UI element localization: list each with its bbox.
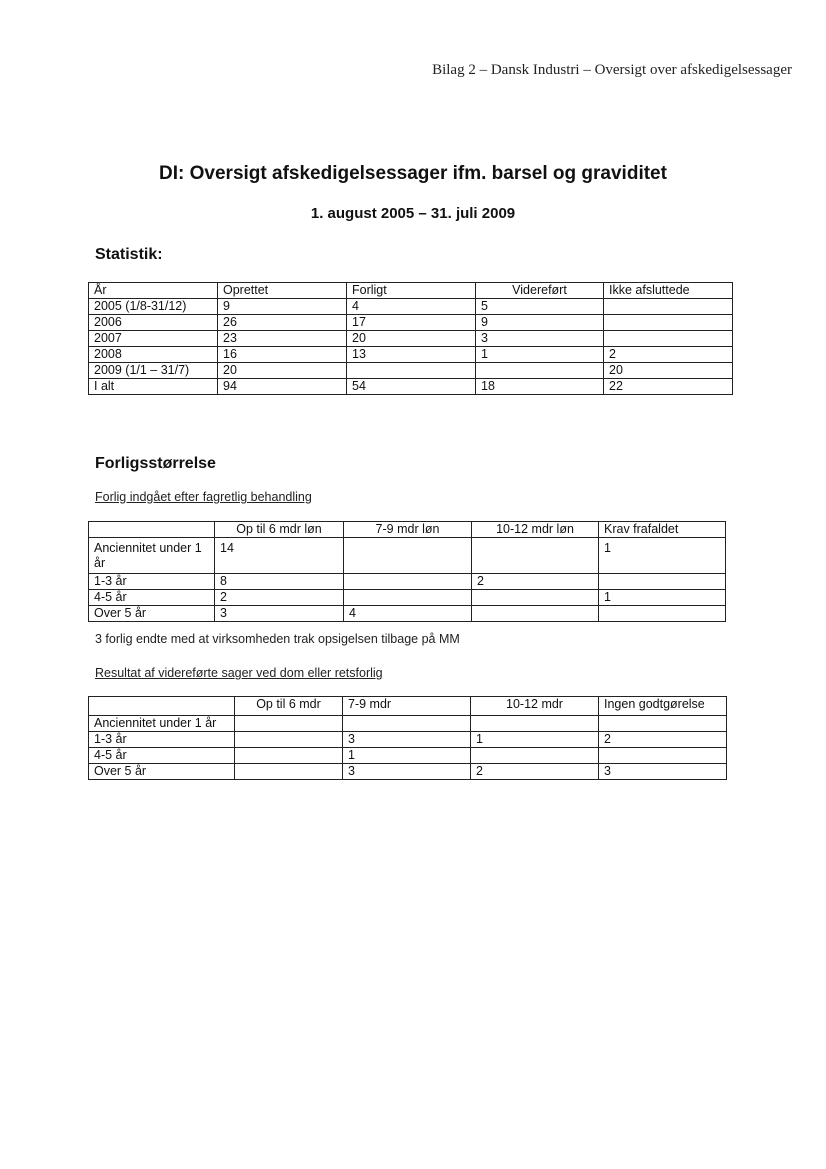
table-cell: 94 (218, 379, 347, 395)
table-cell: 1 (599, 538, 726, 574)
document-title: DI: Oversigt afskedigelsessager ifm. barsel og graviditet (159, 163, 667, 184)
forlig-table (88, 521, 726, 622)
resultat-subheading: Resultat af videreførte sager ved dom eller retsforlig (95, 666, 383, 680)
table-cell: 3 (215, 606, 344, 622)
table-cell (343, 716, 471, 732)
table-cell: 4-5 år (89, 748, 235, 764)
table-cell: 4 (347, 299, 476, 315)
table-cell: 20 (218, 363, 347, 379)
header-cell (89, 697, 235, 716)
table-cell: 3 (343, 732, 471, 748)
table-cell: 2 (471, 764, 599, 780)
table-cell: 1 (471, 732, 599, 748)
table-cell: 2005 (1/8-31/12) (89, 299, 218, 315)
table-cell: 8 (215, 574, 344, 590)
table-cell: 1-3 år (89, 732, 235, 748)
table-cell: 9 (476, 315, 604, 331)
statistik-heading: Statistik: (95, 246, 163, 263)
table-cell: 2 (215, 590, 344, 606)
table-cell (599, 574, 726, 590)
table-cell (347, 363, 476, 379)
table-cell (235, 716, 343, 732)
forlig-note: 3 forlig endte med at virksomheden trak opsigelsen tilbage på MM (95, 632, 460, 646)
table-cell (344, 574, 472, 590)
header-note: Bilag 2 – Dansk Industri – Oversigt over afskedigelsessager (432, 62, 792, 78)
table-row-total (89, 379, 733, 395)
table-cell: 23 (218, 331, 347, 347)
table-cell: Over 5 år (89, 764, 235, 780)
table-cell: I alt (89, 379, 218, 395)
table-row (89, 299, 733, 315)
table-cell: 3 (343, 764, 471, 780)
table-cell: 16 (218, 347, 347, 363)
table-header-row (89, 697, 727, 716)
header-cell: 10-12 mdr (471, 697, 599, 716)
header-cell: 7-9 mdr løn (344, 522, 472, 538)
table-cell: 20 (604, 363, 733, 379)
table-cell (471, 716, 599, 732)
header-cell: Ingen godtgørelse (599, 697, 727, 716)
table-cell (599, 716, 727, 732)
table-cell (235, 748, 343, 764)
table-cell: 20 (347, 331, 476, 347)
table-row (89, 363, 733, 379)
forlig-heading: Forligsstørrelse (95, 455, 216, 472)
table-cell: Over 5 år (89, 606, 215, 622)
table-cell: 1-3 år (89, 574, 215, 590)
table-cell: 2 (472, 574, 599, 590)
table-row (89, 574, 726, 590)
table-cell (235, 764, 343, 780)
table-cell: 1 (343, 748, 471, 764)
table-cell (476, 363, 604, 379)
header-cell: Op til 6 mdr løn (215, 522, 344, 538)
table-cell (599, 606, 726, 622)
table-cell: 1 (476, 347, 604, 363)
table-row (89, 732, 727, 748)
table-cell: Anciennitet under 1 år (89, 716, 235, 732)
table-cell: 2006 (89, 315, 218, 331)
table-row (89, 606, 726, 622)
table-row (89, 315, 733, 331)
header-cell: Forligt (347, 283, 476, 299)
table-header-row (89, 283, 733, 299)
table-row (89, 538, 726, 574)
table-cell (472, 590, 599, 606)
table-cell: 1 (599, 590, 726, 606)
table-cell (344, 590, 472, 606)
table-cell: 3 (599, 764, 727, 780)
table-row (89, 590, 726, 606)
table-cell (235, 732, 343, 748)
document-subtitle: 1. august 2005 – 31. juli 2009 (310, 205, 516, 222)
table-cell (472, 606, 599, 622)
header-cell: 7-9 mdr (343, 697, 471, 716)
table-cell: 4 (344, 606, 472, 622)
table-cell: 2 (604, 347, 733, 363)
table-cell: 17 (347, 315, 476, 331)
table-cell: 2008 (89, 347, 218, 363)
header-cell: 10-12 mdr løn (472, 522, 599, 538)
table-cell (471, 748, 599, 764)
table-cell (472, 538, 599, 574)
header-cell: Ikke afsluttede (604, 283, 733, 299)
table-cell: 2007 (89, 331, 218, 347)
table-cell (604, 331, 733, 347)
table-cell: Anciennitet under 1 år (89, 538, 215, 574)
header-cell: Krav frafaldet (599, 522, 726, 538)
table-cell: 22 (604, 379, 733, 395)
table-row (89, 748, 727, 764)
table-cell: 3 (476, 331, 604, 347)
table-cell: 2009 (1/1 – 31/7) (89, 363, 218, 379)
table-cell: 13 (347, 347, 476, 363)
header-cell: Oprettet (218, 283, 347, 299)
table-cell (604, 299, 733, 315)
table-cell (604, 315, 733, 331)
table-cell (344, 538, 472, 574)
table-cell: 2 (599, 732, 727, 748)
header-cell: År (89, 283, 218, 299)
table-cell: 9 (218, 299, 347, 315)
table-row (89, 764, 727, 780)
table-cell: 4-5 år (89, 590, 215, 606)
table-cell: 18 (476, 379, 604, 395)
table-row (89, 716, 727, 732)
header-cell: Op til 6 mdr (235, 697, 343, 716)
table-cell (599, 748, 727, 764)
statistik-table (88, 282, 733, 395)
table-cell: 5 (476, 299, 604, 315)
table-cell: 14 (215, 538, 344, 574)
table-row (89, 347, 733, 363)
table-cell: 54 (347, 379, 476, 395)
table-cell: 26 (218, 315, 347, 331)
header-cell (89, 522, 215, 538)
table-row (89, 331, 733, 347)
header-cell: Videreført (476, 283, 604, 299)
table-header-row (89, 522, 726, 538)
resultat-table (88, 696, 727, 780)
forlig-subheading: Forlig indgået efter fagretlig behandling (95, 490, 312, 504)
